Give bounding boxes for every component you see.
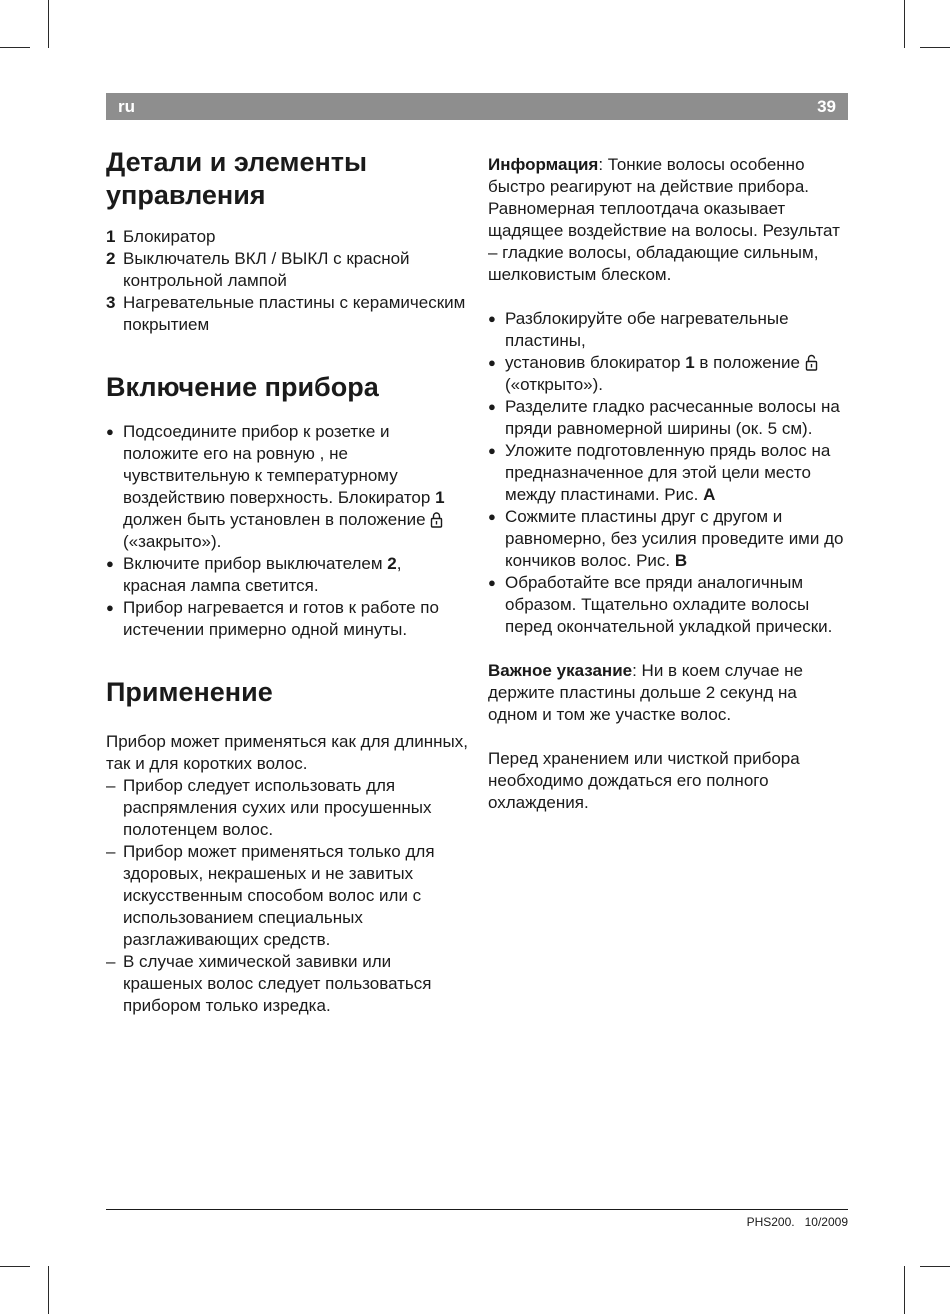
- item-text: Нагревательные пластины с керамическим покрытием: [123, 293, 466, 334]
- bullet-mark: ●: [488, 575, 496, 590]
- item-number: 3: [106, 293, 116, 312]
- info-label: Информация: [488, 155, 599, 174]
- dash-mark: –: [106, 776, 116, 795]
- usage-steps-list: [488, 308, 850, 638]
- parts-list-item: [106, 226, 468, 248]
- bullet-mark: ●: [488, 311, 496, 326]
- bullet-mark: ●: [106, 556, 114, 571]
- crop-mark: [0, 47, 30, 48]
- storage-note: Перед хранением или чисткой прибора необходимо дождаться его полного охлаждения.: [488, 749, 800, 812]
- parts-list-item: [106, 292, 468, 336]
- item-number: 1: [106, 227, 116, 246]
- bullet-item: ● Разблокируйте обе нагревательные пластины,: [488, 309, 789, 350]
- bullet-item: ● Разделите гладко расчесанные волосы на пряди равномерной ширины (ок. 5 см).: [488, 397, 840, 438]
- item-number: 2: [106, 249, 116, 268]
- parts-list: [106, 226, 468, 336]
- dash-item: – Прибор может применяться только для здоровых, некрашеных и не завитых искусственным способом волос или с использованием специальных разглаживающих средств.: [106, 842, 435, 949]
- page-header-bar: [106, 93, 848, 120]
- dash-mark: –: [106, 842, 116, 861]
- bullet-mark: ●: [488, 399, 496, 414]
- padlock-open-icon: [805, 354, 818, 371]
- crop-mark: [904, 0, 905, 48]
- bullet-item: ● Включите прибор выключателем 2, красная лампа светится.: [106, 554, 402, 595]
- dash-mark: –: [106, 952, 116, 971]
- bullet-item: ● Прибор нагревается и готов к работе по истечении примерно одной минуты.: [106, 598, 439, 639]
- bullet-mark: ●: [488, 443, 496, 458]
- bullet-item: ● Обработайте все пряди аналогичным образом. Тщательно охладите волосы перед окончательной укладкой прически.: [488, 573, 833, 636]
- footer-model-date: PHS200. 10/2009: [746, 1215, 848, 1229]
- left-column: [106, 146, 468, 1017]
- usage-heading: Применение: [106, 677, 273, 707]
- item-text: Выключатель ВКЛ / ВЫКЛ с красной контрольной лампой: [123, 249, 410, 290]
- bullet-item: ● Уложите подготовленную прядь волос на предназначенное для этой цели место между пластинами. Рис. A: [488, 441, 831, 504]
- crop-mark: [920, 47, 950, 48]
- dash-item: – Прибор следует использовать для распрямления сухих или просушенных полотенцем волос.: [106, 776, 432, 839]
- crop-mark: [48, 0, 49, 48]
- parts-heading: Детали и элементы управления: [106, 147, 368, 210]
- right-column: [488, 154, 850, 814]
- usage-list: [106, 775, 468, 1017]
- crop-mark: [48, 1266, 49, 1314]
- item-text: Блокиратор: [123, 227, 216, 246]
- switch-on-list: [106, 421, 468, 641]
- bullet-item: ● установив блокиратор 1 в положение («открыто»).: [488, 352, 850, 396]
- bullet-mark: ●: [106, 424, 114, 439]
- page-number: 39: [817, 97, 836, 116]
- important-label: Важное указание: [488, 661, 633, 680]
- bullet-mark: ●: [488, 509, 496, 524]
- bullet-item: ● Сожмите пластины друг с другом и равномерно, без усилия проведите ими до кончиков волос. Рис. B: [488, 507, 844, 570]
- bullet-mark: ●: [488, 355, 496, 370]
- bullet-item: ● Подсоедините прибор к розетке и положите его на ровную , не чувствительную к температурному воздействию поверхность. Блокиратор 1 должен быть установлен в положение («закрыто»).: [106, 422, 445, 551]
- crop-mark: [904, 1266, 905, 1314]
- crop-mark: [0, 1266, 30, 1267]
- parts-list-item: [106, 248, 468, 292]
- crop-mark: [920, 1266, 950, 1267]
- info-paragraph: Информация: Тонкие волосы особенно быстро реагируют на действие прибора. Равномерная теплоотдача оказывает щадящее воздействие на волосы. Результат – гладкие волосы, обладающие сильным, шелковистым блеском.: [488, 155, 840, 284]
- language-code: ru: [118, 97, 135, 116]
- important-note: Важное указание: Ни в коем случае не держите пластины дольше 2 секунд на одном и том же участке волос.: [488, 661, 803, 724]
- dash-item: – В случае химической завивки или крашеных волос следует пользоваться прибором только изредка.: [106, 952, 432, 1015]
- usage-intro: Прибор может применяться как для длинных, так и для коротких волос.: [106, 732, 468, 773]
- footer-rule: [106, 1209, 848, 1210]
- padlock-closed-icon: [430, 511, 443, 528]
- bullet-mark: ●: [106, 600, 114, 615]
- switch-on-heading: Включение прибора: [106, 372, 379, 402]
